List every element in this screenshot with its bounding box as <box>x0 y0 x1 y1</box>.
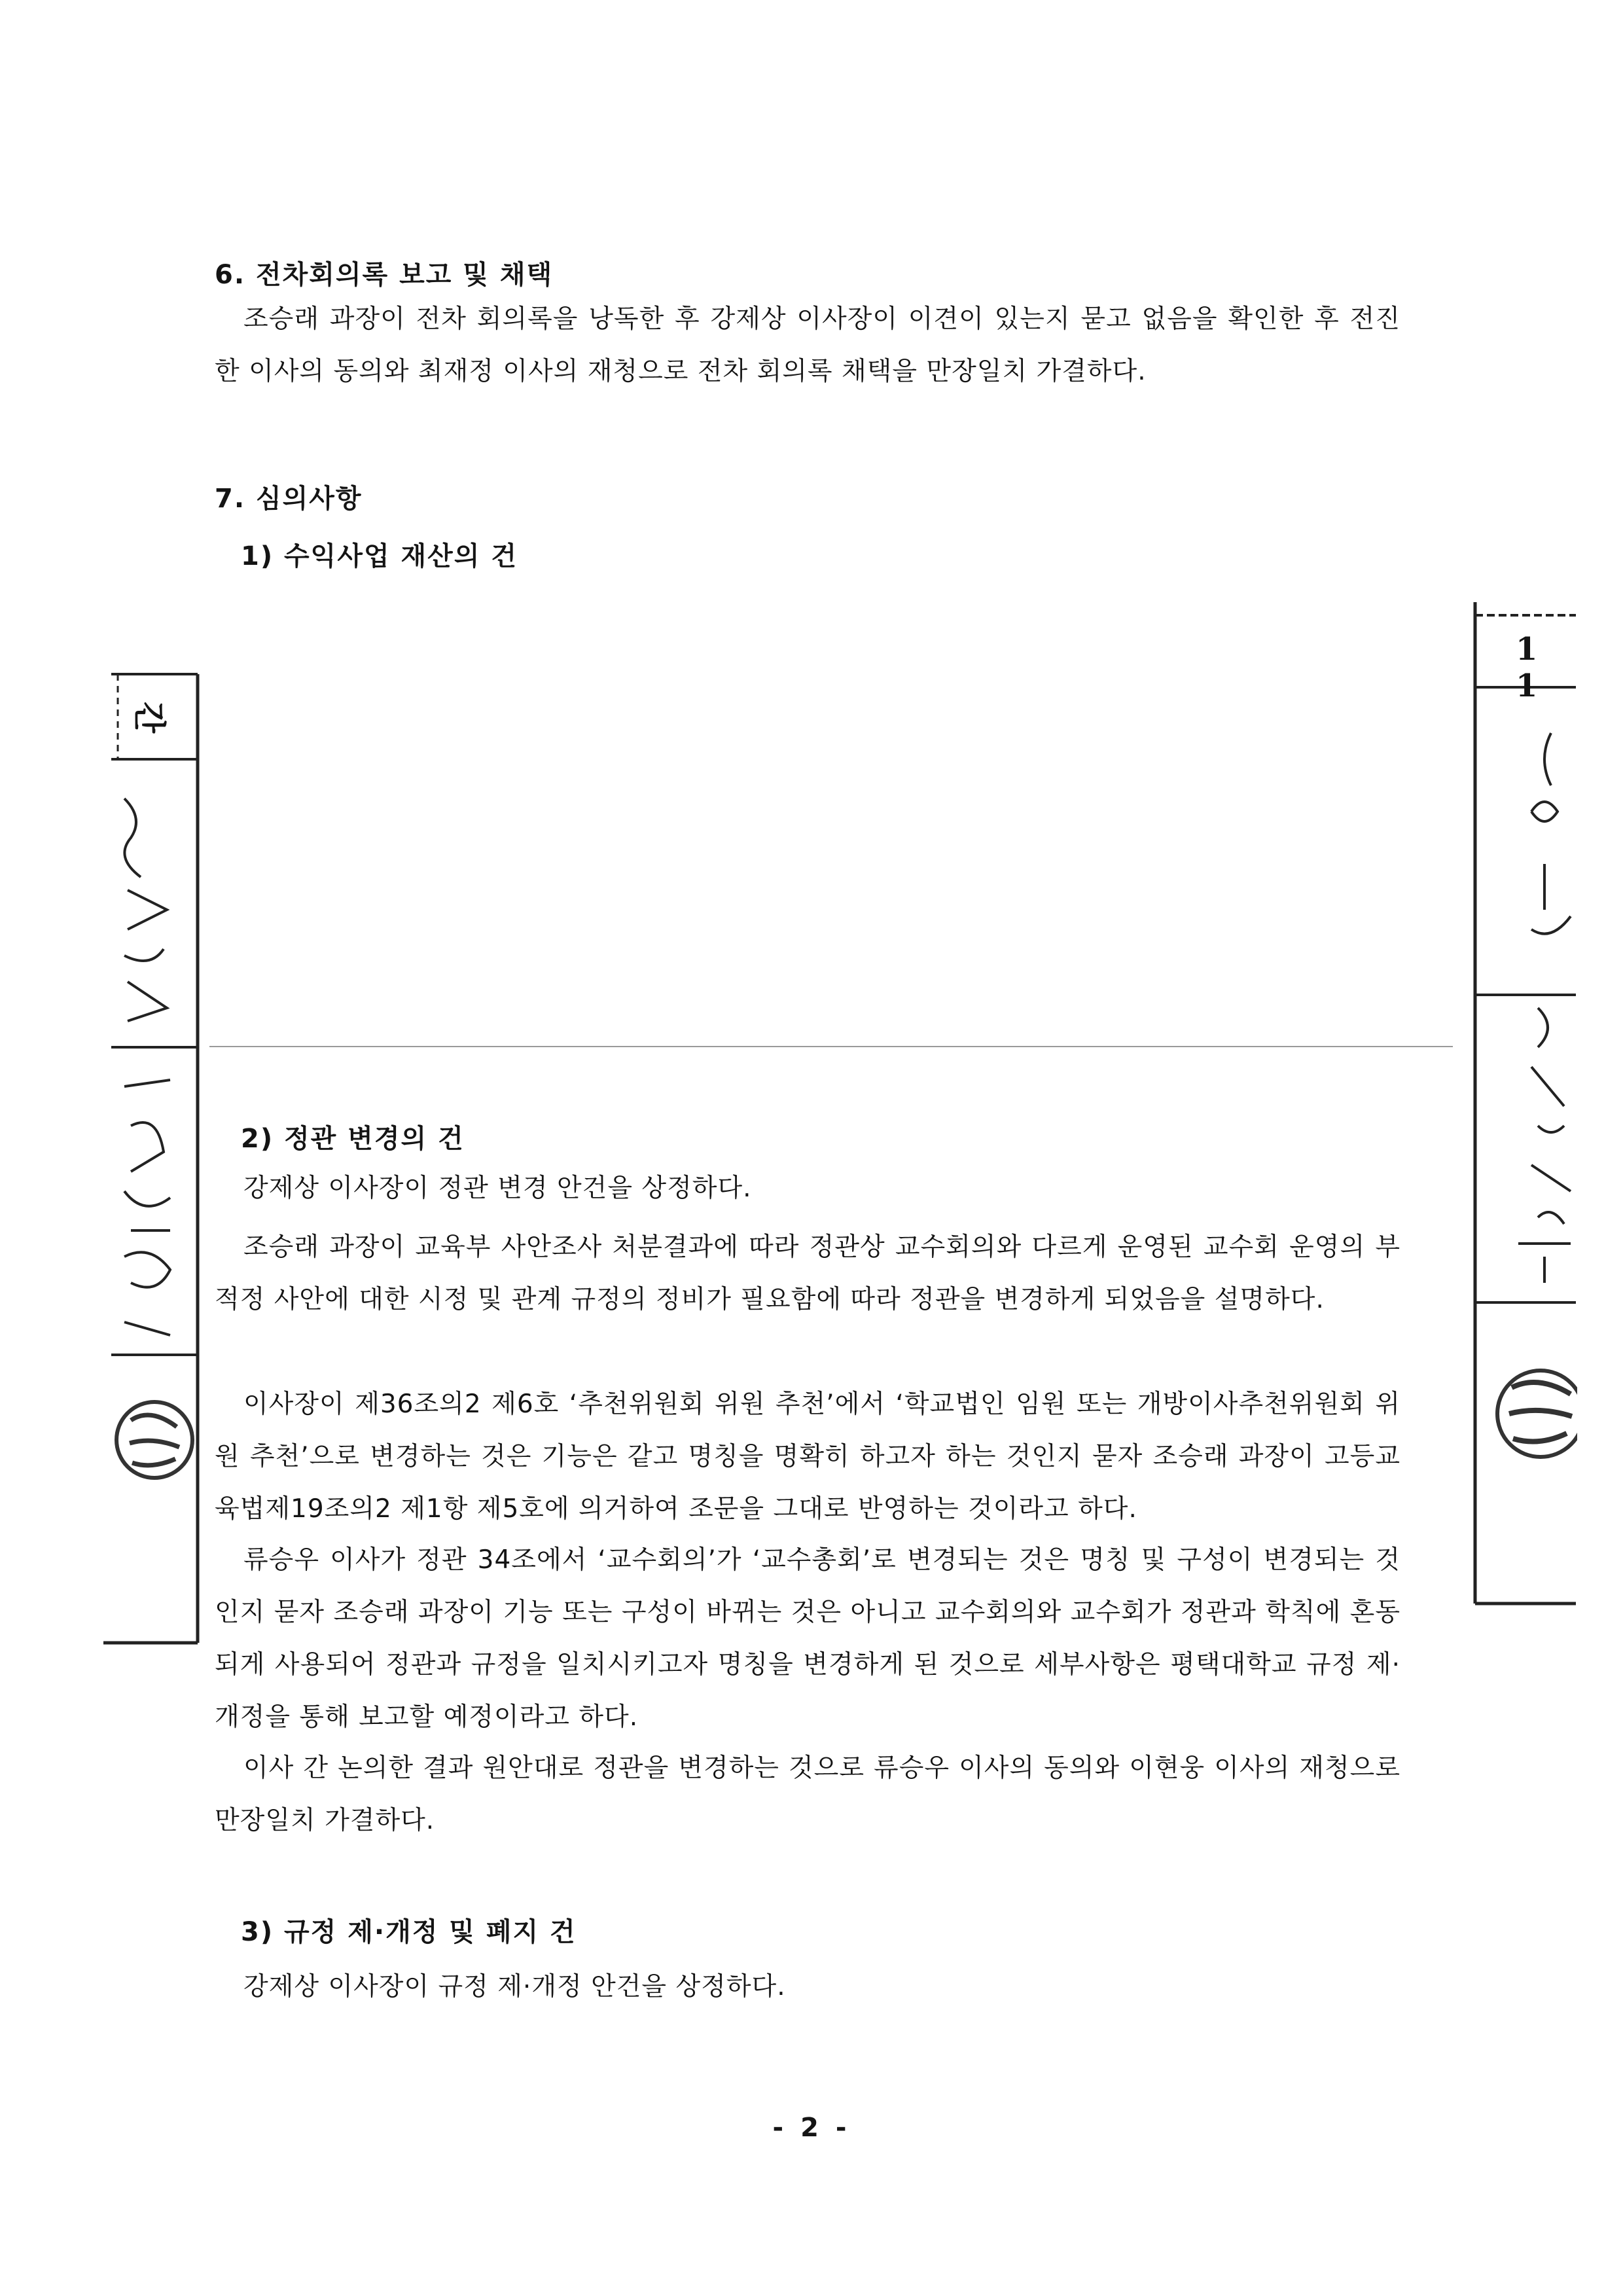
left-signature-stamp <box>98 668 203 1649</box>
item-2-paragraph-2: 조승래 과장이 교육부 사안조사 처분결과에 따라 정관상 교수회의와 다르게 운영된 교수회 운영의 부적정 사안에 대한 시정 및 관계 규정의 정비가 필요함에 따라 정관을 변경하게 되었음을 설명하다. <box>215 1232 1400 1314</box>
left-stamp-label: 간 <box>130 701 169 734</box>
item-2-heading: 2) 정관 변경의 건 <box>241 1124 465 1154</box>
item-2-paragraph-4: 류승우 이사가 정관 34조에서 ‘교수회의’가 ‘교수총회’로 변경되는 것은 명칭 및 구성이 변경되는 것인지 묻자 조승래 과장이 기능 또는 구성이 바뀌는 것은 아니고 교수회의와 교수회가 정관과 학칙에 혼동되게 사용되어 정관과 규정을 일치시키고자 명칭을 변경하게 된 것으로 세부사항은 평택대학교 규정 제·개정을 통해 보고할 예정이라고 하다. <box>215 1545 1400 1732</box>
item-3-heading: 3) 규정 제·개정 및 폐지 건 <box>241 1917 577 1947</box>
right-signature-stamp-graphic <box>1459 589 1577 1610</box>
section-6-paragraph: 조승래 과장이 전차 회의록을 낭독한 후 강제상 이사장이 이견이 있는지 묻고 없음을 확인한 후 전진한 이사의 동의와 최재정 이사의 재청으로 전차 회의록 채택을 만장일치 가결하다. <box>215 304 1400 386</box>
page-number: - 2 - <box>772 2113 851 2143</box>
right-signature-stamp <box>1459 589 1577 1610</box>
item-2-paragraph-1: 강제상 이사장이 정관 변경 안건을 상정하다. <box>243 1174 752 1203</box>
item-1-heading: 1) 수익사업 재산의 건 <box>241 541 518 571</box>
left-signature-stamp-graphic <box>98 668 203 1649</box>
right-stamp-label: 1 1 <box>1516 631 1547 704</box>
item-3-paragraph-1: 강제상 이사장이 규정 제·개정 안건을 상정하다. <box>243 1972 786 2001</box>
section-6-heading: 6. 전차회의록 보고 및 채택 <box>215 260 554 290</box>
item-2-paragraph-3: 이사장이 제36조의2 제6호 ‘추천위원회 위원 추천’에서 ‘학교법인 임원 또는 개방이사추천위원회 위원 추천’으로 변경하는 것은 기능은 같고 명칭을 명확히 하고자 하는 것인지 묻자 조승래 과장이 고등교육법제19조의2 제1항 제5호에 의거하여 조문을 그대로 반영하는 것이라고 하다. <box>215 1390 1400 1524</box>
redaction-divider <box>209 1046 1453 1047</box>
section-7-heading: 7. 심의사항 <box>215 484 363 514</box>
item-2-paragraph-5: 이사 간 논의한 결과 원안대로 정관을 변경하는 것으로 류승우 이사의 동의와 이현웅 이사의 재청으로 만장일치 가결하다. <box>215 1753 1400 1835</box>
